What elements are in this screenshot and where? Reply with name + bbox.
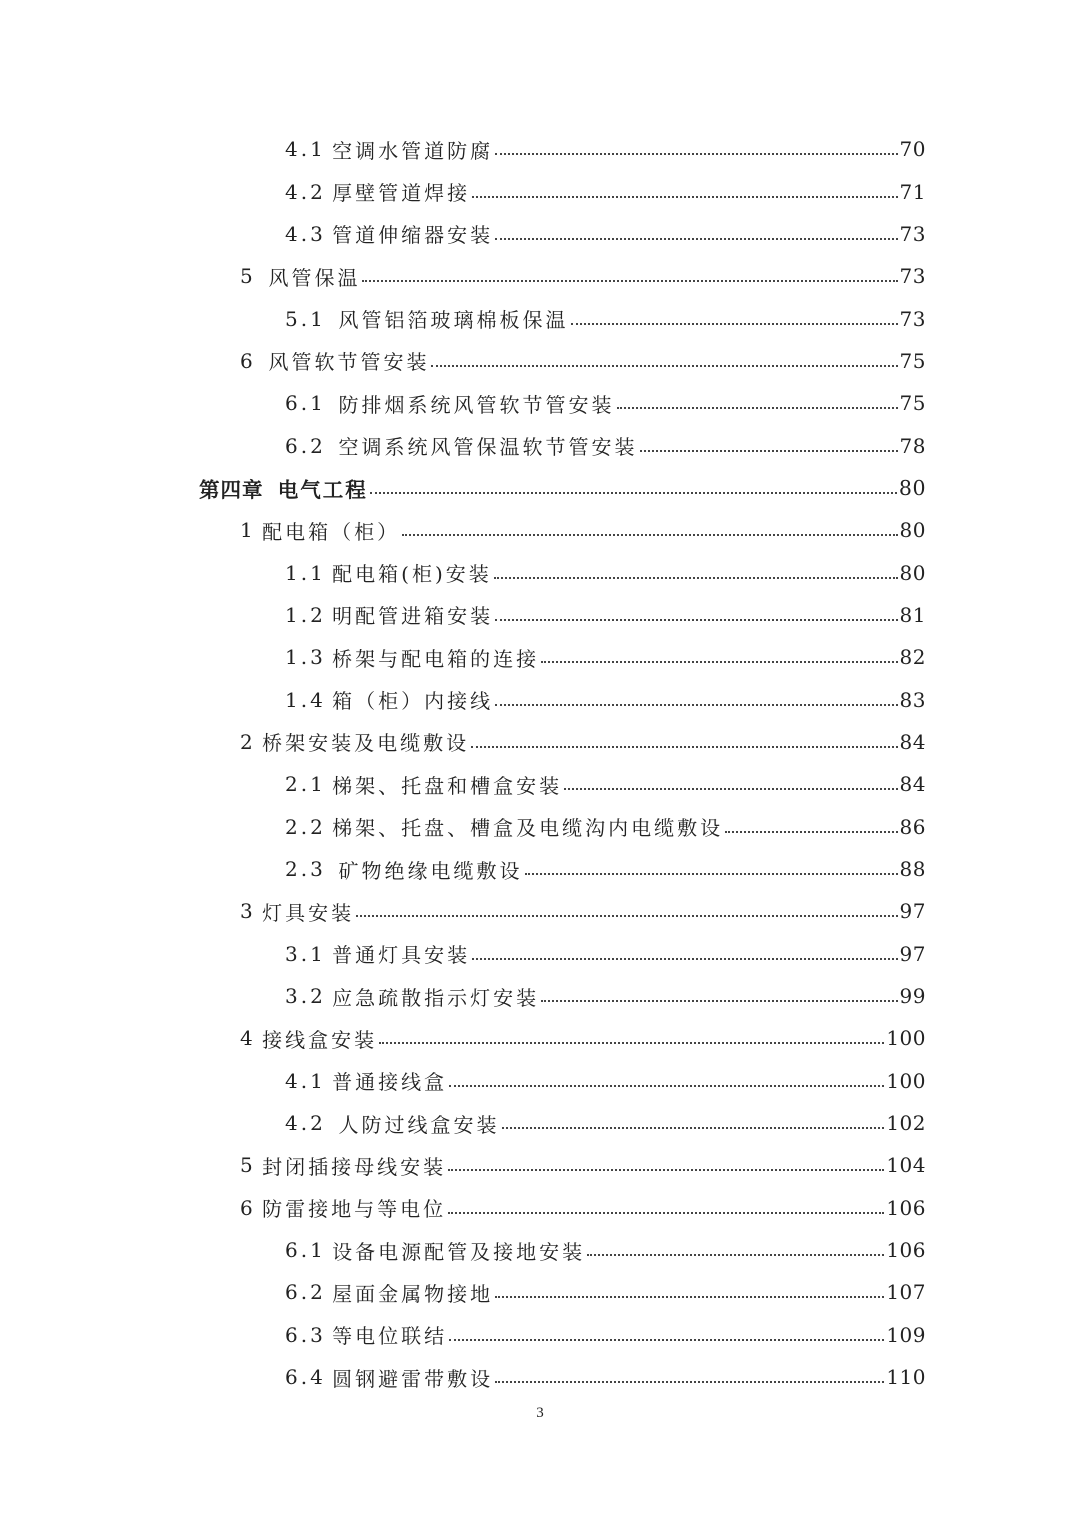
toc-entry-title: 厚壁管道焊接 [332,181,471,206]
toc-entry-number: 3.1 [285,941,326,966]
toc-entry-page: 100 [886,1026,926,1051]
toc-entry-page: 73 [899,221,926,246]
toc-entry-page: 82 [899,645,926,670]
table-of-contents [0,128,1080,1398]
toc-entry-title: 圆钢避雷带敷设 [332,1366,494,1391]
toc-entry-page: 81 [899,602,926,627]
dot-leader [448,1212,884,1214]
toc-entry-number: 4.1 [285,1068,326,1093]
toc-entry-number: 2 [240,729,256,754]
toc-entry-page: 106 [886,1195,926,1220]
toc-entry-gap [326,434,339,458]
toc-entry-number: 第四章 [199,477,264,502]
toc-entry-title: 梯架、托盘、槽盒及电缆沟内电缆敷设 [332,816,724,841]
toc-entry-page: 78 [899,433,926,458]
toc-entry-title: 箱（柜）内接线 [332,689,494,714]
toc-entry-title: 桥架与配电箱的连接 [332,646,540,671]
toc-entry-title: 等电位联结 [332,1324,448,1349]
page-number: 3 [536,1405,544,1421]
toc-entry-number: 5.1 [285,306,326,331]
toc-entry-number: 6.1 [285,1238,326,1263]
toc-entry-number: 6.4 [285,1365,326,1390]
toc-entry[interactable] [0,509,1080,551]
toc-entry-title: 普通接线盒 [332,1070,448,1095]
toc-entry-title: 明配管进箱安装 [332,604,494,629]
toc-entry-title: 应急疏散指示灯安装 [332,985,540,1010]
toc-entry-number: 2.3 [285,857,326,882]
dot-leader [640,450,898,452]
toc-entry-title: 电气工程 [277,477,368,502]
dot-leader [402,534,897,536]
dot-leader [617,407,898,409]
toc-entry[interactable] [0,636,1080,678]
toc-entry-number: 6.3 [285,1322,326,1347]
dot-leader [541,661,897,663]
toc-entry[interactable] [0,382,1080,424]
toc-entry-number: 2.2 [285,814,326,839]
dot-leader [449,1085,884,1087]
toc-entry-page: 97 [899,941,926,966]
toc-entry-title: 接线盒安装 [262,1027,378,1052]
toc-chapter-entry[interactable] [0,467,1080,509]
toc-entry-number: 3 [240,899,256,924]
toc-entry-page: 75 [899,348,926,373]
toc-entry-number: 4.3 [285,221,326,246]
toc-entry-title: 设备电源配管及接地安装 [332,1239,586,1264]
toc-entry[interactable] [0,848,1080,890]
dot-leader [472,958,897,960]
toc-entry-number: 1.1 [285,560,326,585]
toc-entry[interactable] [0,975,1080,1017]
dot-leader [495,1296,884,1298]
toc-entry-page: 104 [886,1153,926,1178]
toc-entry-gap [326,307,339,331]
dot-leader [495,619,897,621]
toc-entry[interactable] [0,424,1080,466]
toc-entry-gap [256,349,269,373]
toc-entry-gap [326,857,339,881]
toc-entry-page: 70 [899,137,926,162]
toc-entry-page: 99 [899,984,926,1009]
toc-entry-page: 100 [886,1068,926,1093]
toc-entry-page: 73 [899,306,926,331]
toc-entry[interactable] [0,1314,1080,1356]
dot-leader [448,1169,884,1171]
toc-entry-title: 桥架安装及电缆敷设 [262,731,470,756]
toc-entry-number: 4.2 [285,1111,326,1136]
dot-leader [449,1339,884,1341]
toc-entry-gap [256,264,269,288]
toc-entry-title: 风管铝箔玻璃棉板保温 [338,308,569,333]
toc-entry[interactable] [0,1017,1080,1059]
toc-entry[interactable] [0,1060,1080,1102]
toc-entry-number: 6 [240,1195,256,1220]
toc-entry-page: 109 [886,1322,926,1347]
toc-entry[interactable] [0,128,1080,170]
dot-leader [362,280,897,282]
dot-leader [495,1381,884,1383]
toc-entry[interactable] [0,806,1080,848]
toc-entry-number: 1.3 [285,645,326,670]
toc-entry-title: 空调系统风管保温软节管安装 [338,435,638,460]
toc-entry-page: 84 [899,729,926,754]
toc-entry[interactable] [0,594,1080,636]
dot-leader [379,1042,884,1044]
toc-entry[interactable] [0,551,1080,593]
toc-entry[interactable] [0,213,1080,255]
dot-leader [541,1000,897,1002]
toc-entry-title: 配电箱(柜)安装 [332,562,492,587]
toc-entry-number: 1.2 [285,602,326,627]
dot-leader [431,365,897,367]
toc-entry-page: 80 [899,518,926,543]
toc-entry-number: 4 [240,1026,256,1051]
dot-leader [587,1254,884,1256]
toc-entry-number: 6.1 [285,391,326,416]
toc-entry-title: 风管保温 [268,265,361,290]
toc-entry-title: 人防过线盒安装 [338,1112,500,1137]
toc-entry-page: 75 [899,391,926,416]
dot-leader [502,1127,885,1129]
toc-entry[interactable] [0,1187,1080,1229]
toc-entry-number: 1 [240,518,256,543]
dot-leader [495,704,897,706]
toc-entry[interactable] [0,1271,1080,1313]
toc-entry[interactable] [0,1102,1080,1144]
toc-entry-number: 3.2 [285,984,326,1009]
toc-entry-page: 73 [899,264,926,289]
toc-entry-page: 107 [886,1280,926,1305]
dot-leader [471,746,897,748]
toc-entry-page: 97 [899,899,926,924]
toc-entry[interactable] [0,678,1080,720]
toc-entry-title: 风管软节管安装 [268,350,430,375]
toc-entry-number: 1.4 [285,687,326,712]
dot-leader [525,873,898,875]
toc-entry-page: 83 [899,687,926,712]
toc-entry[interactable] [0,933,1080,975]
toc-entry-page: 86 [899,814,926,839]
dot-leader [725,831,897,833]
toc-entry[interactable] [0,1356,1080,1398]
toc-entry-page: 80 [899,560,926,585]
toc-entry-gap [326,1111,339,1135]
toc-entry-title: 矿物绝缘电缆敷设 [338,858,523,883]
dot-leader [571,323,898,325]
toc-entry-title: 梯架、托盘和槽盒安装 [332,773,563,798]
toc-entry-number: 2.1 [285,772,326,797]
toc-entry-number: 4.2 [285,179,326,204]
toc-entry-page: 71 [899,179,926,204]
toc-entry-title: 配电箱（柜） [262,519,401,544]
toc-entry-page: 110 [886,1365,926,1390]
toc-entry-page: 106 [886,1238,926,1263]
toc-entry-number: 5 [240,264,256,289]
toc-entry[interactable] [0,721,1080,763]
toc-entry[interactable] [0,297,1080,339]
toc-entry-title: 防雷接地与等电位 [262,1197,447,1222]
toc-entry[interactable] [0,1144,1080,1186]
toc-entry-page: 102 [886,1111,926,1136]
toc-entry-number: 6.2 [285,433,326,458]
toc-entry-gap [264,476,278,500]
toc-entry-title: 管道伸缩器安装 [332,223,494,248]
toc-entry-page: 80 [898,475,926,500]
toc-entry-number: 6 [240,348,256,373]
toc-entry-page: 84 [899,772,926,797]
dot-leader [472,196,897,198]
toc-entry-number: 6.2 [285,1280,326,1305]
toc-entry[interactable] [0,890,1080,932]
toc-entry-title: 普通灯具安装 [332,943,471,968]
dot-leader [356,915,897,917]
toc-entry-number: 4.1 [285,137,326,162]
dot-leader [494,577,898,579]
toc-entry[interactable] [0,255,1080,297]
toc-entry-title: 封闭插接母线安装 [262,1154,447,1179]
toc-entry[interactable] [0,170,1080,212]
toc-entry-title: 屋面金属物接地 [332,1281,494,1306]
toc-entry-number: 5 [240,1153,256,1178]
toc-entry-gap [326,391,339,415]
toc-entry-title: 防排烟系统风管软节管安装 [338,392,615,417]
toc-entry-title: 空调水管道防腐 [332,138,494,163]
toc-entry[interactable] [0,340,1080,382]
dot-leader [495,153,897,155]
toc-entry[interactable] [0,1229,1080,1271]
dot-leader [370,492,897,494]
toc-entry-page: 88 [899,857,926,882]
dot-leader [495,238,897,240]
toc-entry-title: 灯具安装 [262,900,355,925]
dot-leader [564,788,897,790]
toc-entry[interactable] [0,763,1080,805]
